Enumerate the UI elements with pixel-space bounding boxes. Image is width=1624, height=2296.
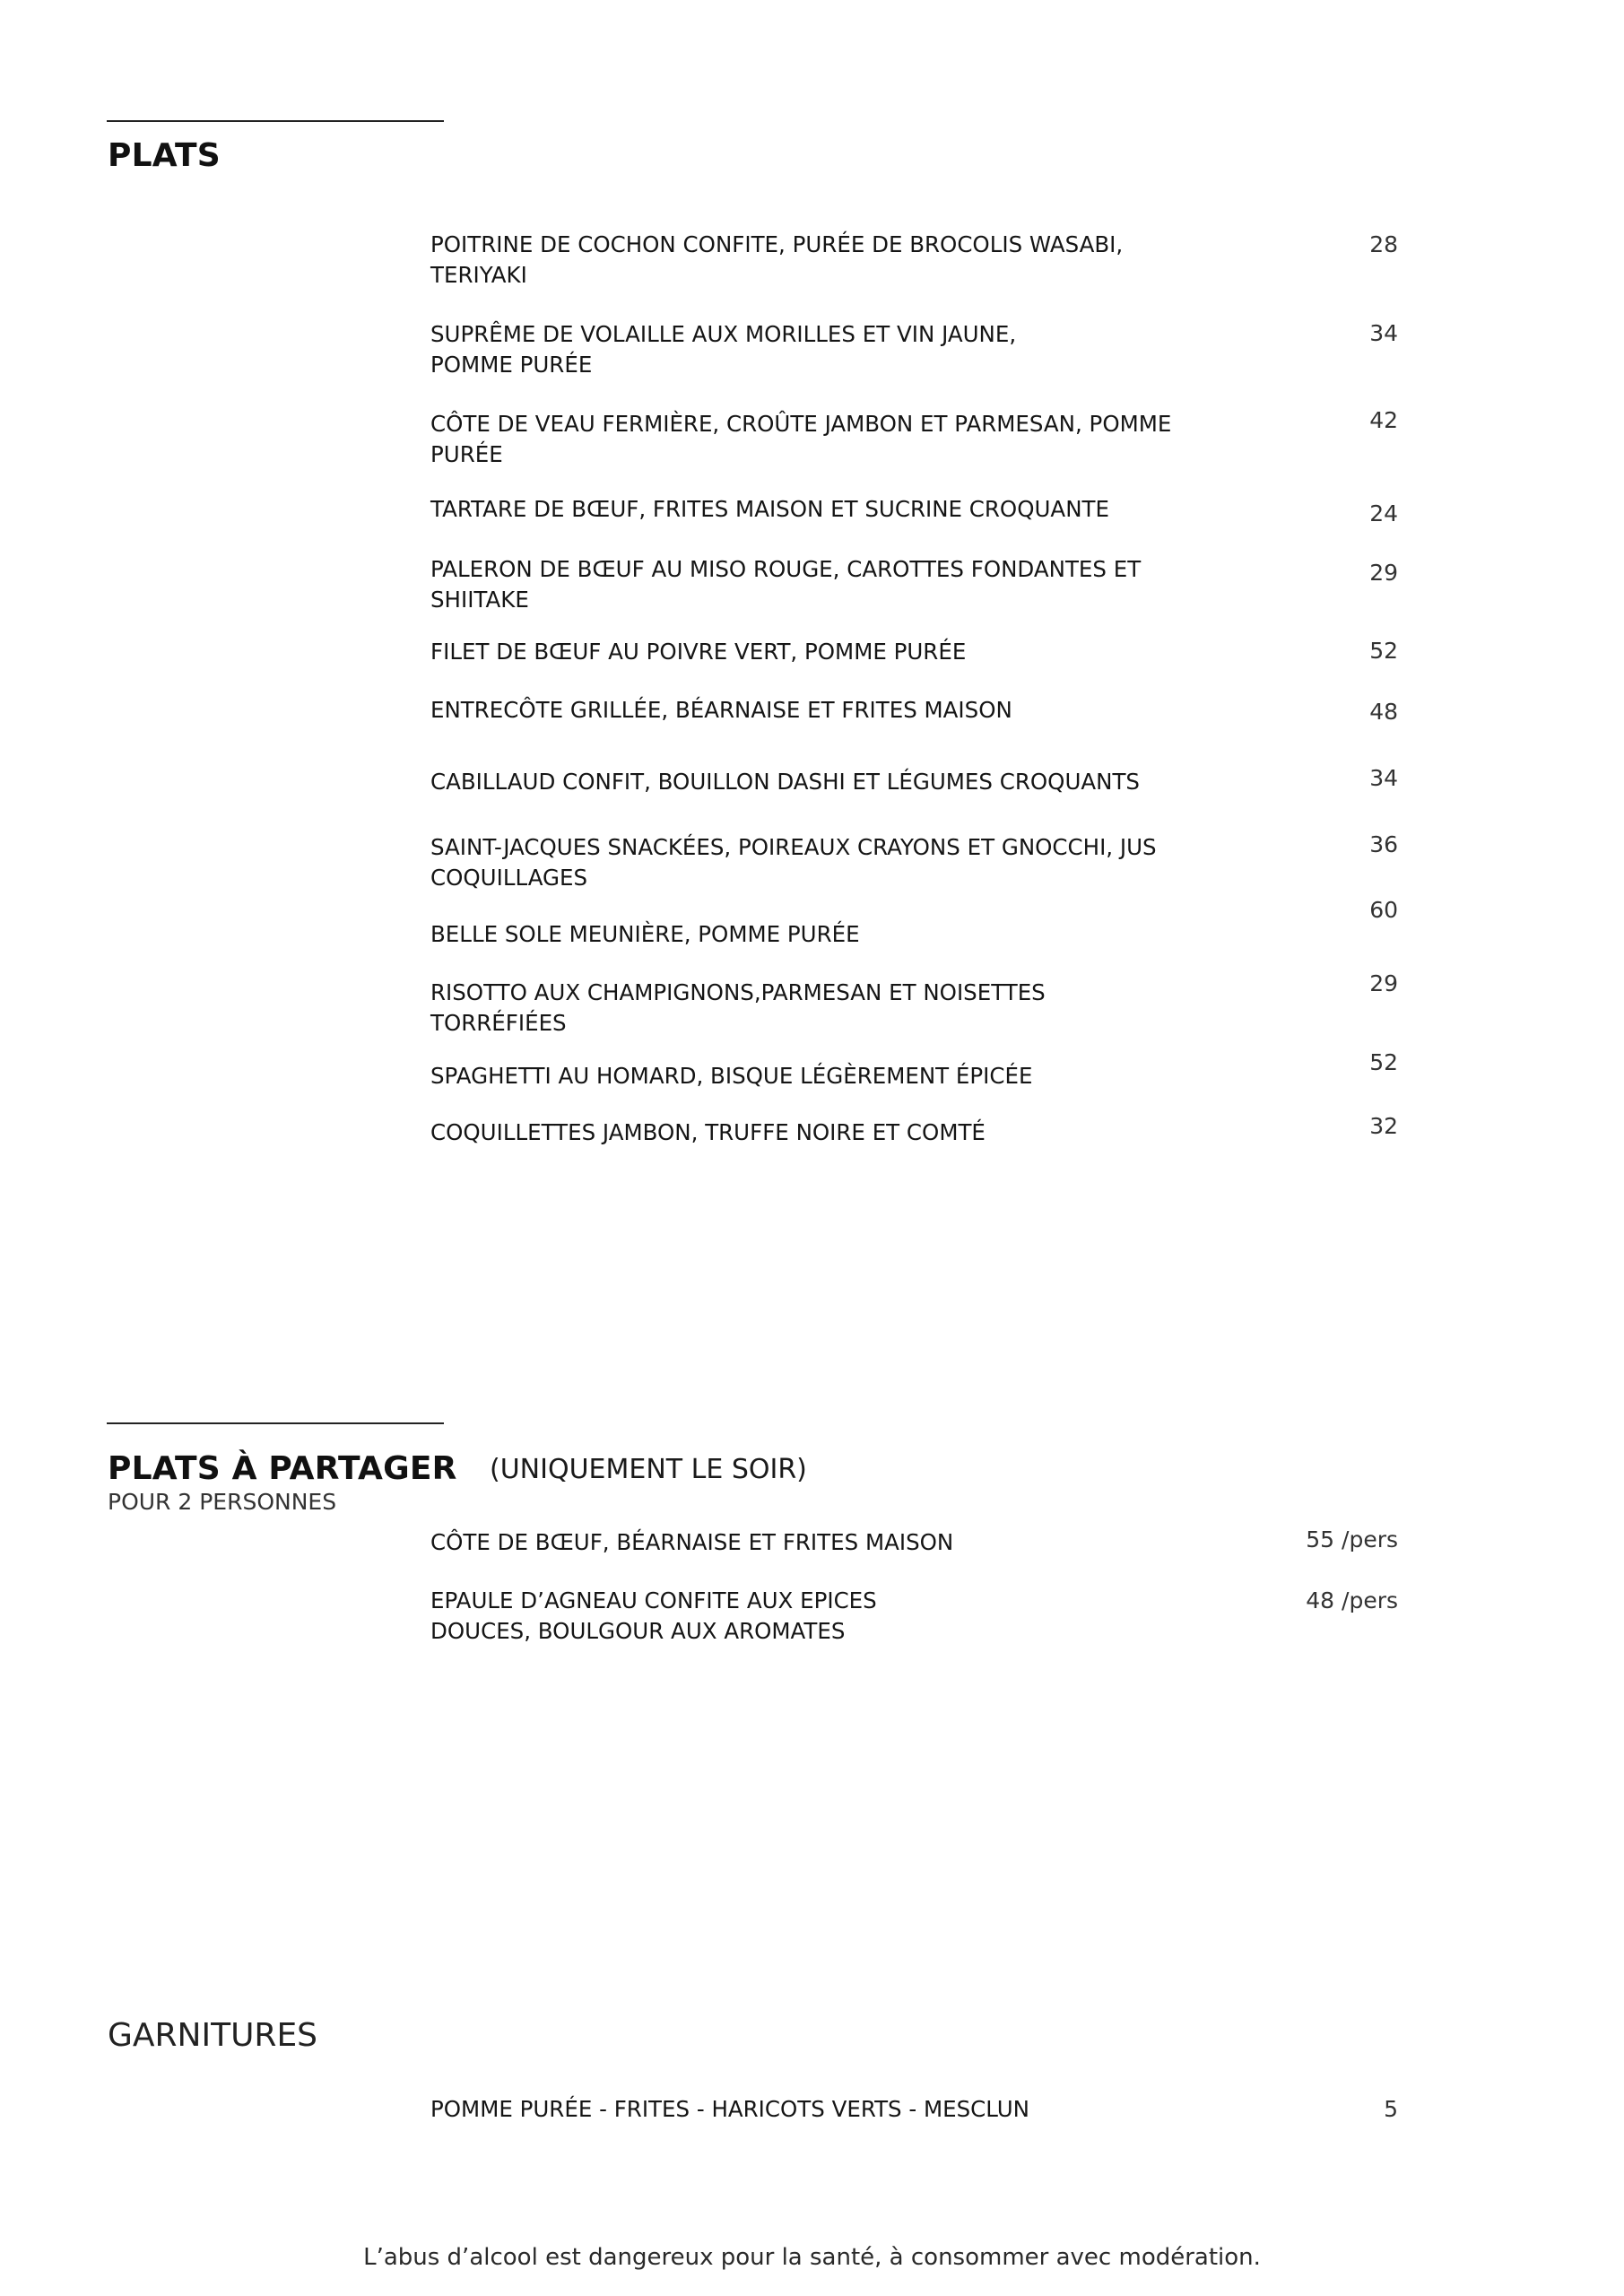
menu-item-name: PALERON DE BŒUF AU MISO ROUGE, CAROTTES FONDANTES ET [430, 556, 1142, 582]
menu-item [430, 1586, 877, 1647]
menu-item-price: 34 [1369, 765, 1398, 791]
section-subtitle-serves-two: POUR 2 PERSONNES [108, 1489, 337, 1515]
menu-item-name: COQUILLETTES JAMBON, TRUFFE NOIRE ET COMTÉ [430, 1119, 986, 1145]
menu-item-name: SPAGHETTI AU HOMARD, BISQUE LÉGÈREMENT ÉPICÉE [430, 1063, 1033, 1089]
menu-item-price: 29 [1369, 560, 1398, 586]
menu-item [430, 1061, 1032, 1091]
menu-item-name: PURÉE [430, 441, 503, 467]
menu-item [430, 919, 860, 950]
menu-item-price: 28 [1369, 231, 1398, 257]
menu-item-price: 32 [1369, 1113, 1398, 1139]
menu-item-name: CABILLAUD CONFIT, BOUILLON DASHI ET LÉGUMES CROQUANTS [430, 769, 1140, 795]
menu-item-name: TERIYAKI [430, 262, 527, 288]
menu-item [430, 637, 966, 667]
section-note-evening-only: (UNIQUEMENT LE SOIR) [490, 1454, 807, 1485]
menu-item-price: 24 [1369, 500, 1398, 526]
menu-item-name: CÔTE DE VEAU FERMIÈRE, CROÛTE JAMBON ET PARMESAN, POMME [430, 411, 1172, 437]
menu-item-price: 34 [1369, 320, 1398, 346]
menu-item-name: POMME PURÉE [430, 352, 593, 378]
menu-item [430, 695, 1012, 726]
menu-item-price: 52 [1369, 638, 1398, 664]
menu-item-price: 42 [1369, 407, 1398, 433]
menu-item-name: TORRÉFIÉES [430, 1010, 567, 1036]
menu-item-name: TARTARE DE BŒUF, FRITES MAISON ET SUCRINE CROQUANTE [430, 496, 1109, 522]
menu-item-name: FILET DE BŒUF AU POIVRE VERT, POMME PURÉE [430, 639, 967, 665]
menu-item-price: 5 [1384, 2096, 1398, 2122]
section-divider-plats [107, 120, 444, 122]
menu-item [430, 1527, 953, 1558]
menu-item [430, 767, 1140, 797]
menu-item [430, 978, 1046, 1039]
menu-item-name: SAINT-JACQUES SNACKÉES, POIREAUX CRAYONS ET GNOCCHI, JUS [430, 834, 1157, 860]
menu-item-name: POITRINE DE COCHON CONFITE, PURÉE DE BROCOLIS WASABI, [430, 231, 1124, 257]
menu-item [430, 409, 1171, 470]
alcohol-disclaimer: L’abus d’alcool est dangereux pour la santé, à consommer avec modération. [363, 2244, 1261, 2271]
menu-item-price: 36 [1369, 831, 1398, 857]
menu-item [430, 554, 1141, 615]
menu-item-name: EPAULE D’AGNEAU CONFITE AUX EPICES [430, 1587, 877, 1613]
menu-item-name: SUPRÊME DE VOLAILLE AUX MORILLES ET VIN JAUNE, [430, 321, 1017, 347]
menu-item-name: ENTRECÔTE GRILLÉE, BÉARNAISE ET FRITES MAISON [430, 697, 1012, 723]
menu-item-name: CÔTE DE BŒUF, BÉARNAISE ET FRITES MAISON [430, 1529, 954, 1555]
menu-item [430, 832, 1157, 893]
menu-item-price: 55 /pers [1306, 1526, 1398, 1552]
menu-item [430, 1118, 986, 1148]
menu-item-name: DOUCES, BOULGOUR AUX AROMATES [430, 1618, 846, 1644]
menu-item [430, 494, 1109, 525]
menu-item-name: RISOTTO AUX CHAMPIGNONS,PARMESAN ET NOISETTES [430, 979, 1046, 1005]
section-title-plats: PLATS [108, 137, 221, 174]
menu-item [430, 2094, 1029, 2125]
menu-item [430, 319, 1016, 380]
menu-item-price: 60 [1369, 897, 1398, 923]
menu-item-price: 52 [1369, 1049, 1398, 1075]
section-divider-plats-a-partager [107, 1422, 444, 1424]
menu-item-price: 48 [1369, 699, 1398, 725]
menu-item-price: 29 [1369, 970, 1398, 996]
section-title-plats-a-partager: PLATS À PARTAGER [108, 1450, 457, 1487]
menu-item-name: BELLE SOLE MEUNIÈRE, POMME PURÉE [430, 921, 860, 947]
menu-item-price: 48 /pers [1306, 1587, 1398, 1613]
menu-item-name: COQUILLAGES [430, 865, 588, 891]
menu-item-name: SHIITAKE [430, 587, 529, 613]
menu-item [430, 230, 1123, 291]
section-title-garnitures: GARNITURES [108, 2017, 318, 2054]
menu-item-name: POMME PURÉE - FRITES - HARICOTS VERTS - MESCLUN [430, 2096, 1029, 2122]
